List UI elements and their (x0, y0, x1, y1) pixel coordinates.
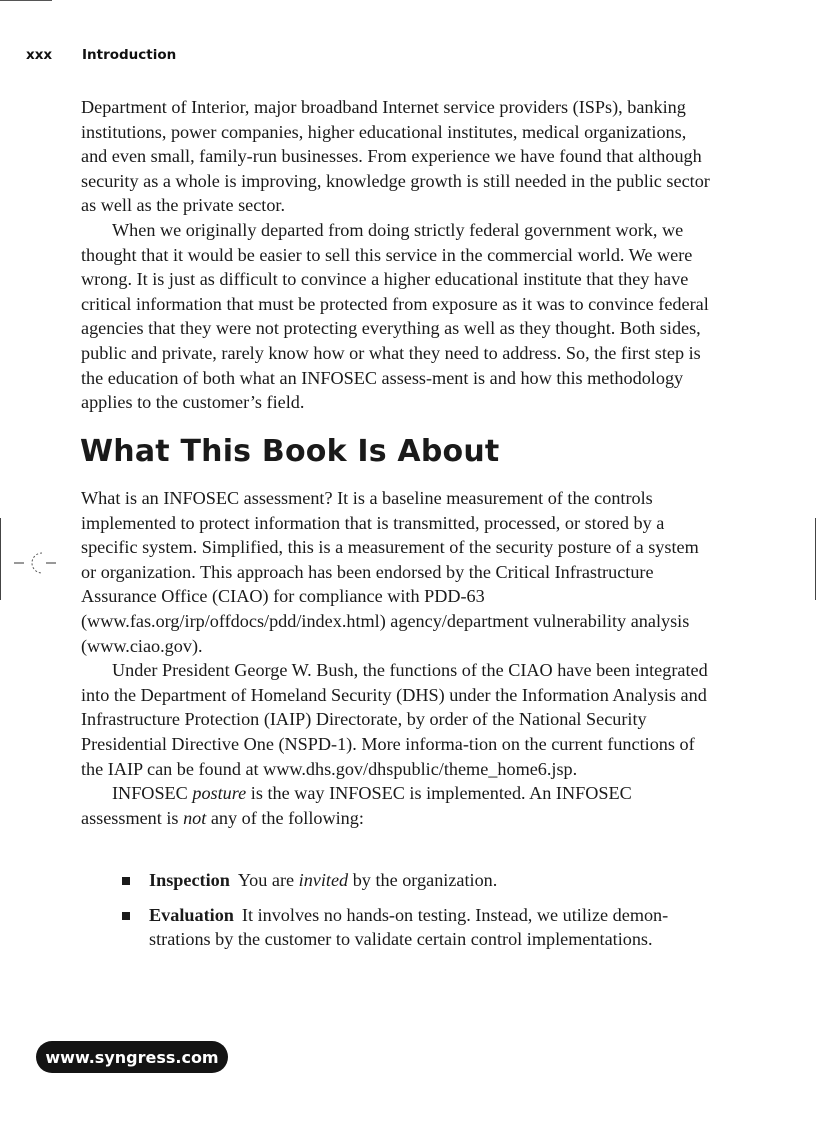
paragraph: Under President George W. Bush, the functions of the CIAO have been integrated into the Department of Homeland Security (DHS) under the Information Analysis and Infrastructure Protection (IAIP) Directorate, by order of the National Security Presidential Directive One (NSPD-1). More informa-tion on the current functions of the IAIP can be found at www.dhs.gov/dhspublic/theme_home6.jsp. (81, 660, 708, 779)
intro-text (81, 95, 711, 415)
paragraph: What is an INFOSEC assessment? It is a baseline measurement of the controls implemented to protect information that is transmitted, processed, or stored by a specific system. Simplified, this is a measurement of the security posture of a system or organization. This approach has been endorsed by the Critical Infrastructure Assurance Office (CIAO) for compliance with PDD-63 (www.fas.org/irp/offdocs/pdd/index.html) agency/department vulnerability analysis (www.ciao.gov). (81, 488, 699, 656)
text-run: is the way INFOSEC is implemented. An INFOSEC assessment is (81, 783, 632, 828)
section-text (81, 486, 711, 830)
emphasis: not (183, 807, 207, 828)
bullet-text: You are (237, 870, 299, 890)
square-bullet-icon (122, 912, 130, 920)
bullet-text: It involves no hands-on testing. Instead, we utilize demon-strations by the customer to validate certain control implementations. (149, 904, 669, 950)
text-run: INFOSEC (112, 783, 193, 804)
text-run: any of the following: (206, 807, 364, 828)
page-number: xxx (26, 47, 53, 63)
square-bullet-icon (122, 877, 130, 885)
bullet-text: by the organization. (348, 870, 498, 890)
paragraph: Department of Interior, major broadband Internet service providers (ISPs), banking institutions, power companies, higher educational institutes, medical organizations, and even small, family-run businesses. From experience we have found that although security as a whole is improving, knowledge growth is still needed in the public sector as well as the private sector. (81, 97, 710, 216)
registration-mark-icon (14, 548, 56, 578)
bullet-term: Evaluation (149, 904, 234, 925)
running-head (26, 47, 176, 67)
running-head-section: Introduction (82, 47, 177, 63)
list-item (81, 868, 711, 893)
list-item (81, 903, 711, 952)
footer-url-badge[interactable]: www.syngress.com (36, 1041, 228, 1073)
bullet-term: Inspection (149, 870, 230, 890)
emphasis: invited (298, 870, 349, 890)
paragraph: When we originally departed from doing strictly federal government work, we thought that it would be easier to sell this service in the commercial world. We were wrong. It is just as difficult to convince a higher educational institute that they have critical information that must be protected from exposure as it was to convince federal agencies that they were not protecting everything as well as they thought. Both sides, public and private, rarely know how or what they need to address. So, the first step is the education of both what an INFOSEC assess-ment is and how this methodology applies to the customer’s field. (81, 219, 709, 413)
bullet-list (81, 868, 711, 962)
section-heading: What This Book Is About (80, 434, 500, 469)
margin-rule-left (0, 518, 1, 600)
top-rule (0, 0, 52, 1)
emphasis: posture (192, 783, 247, 804)
posture-paragraph (81, 781, 711, 830)
